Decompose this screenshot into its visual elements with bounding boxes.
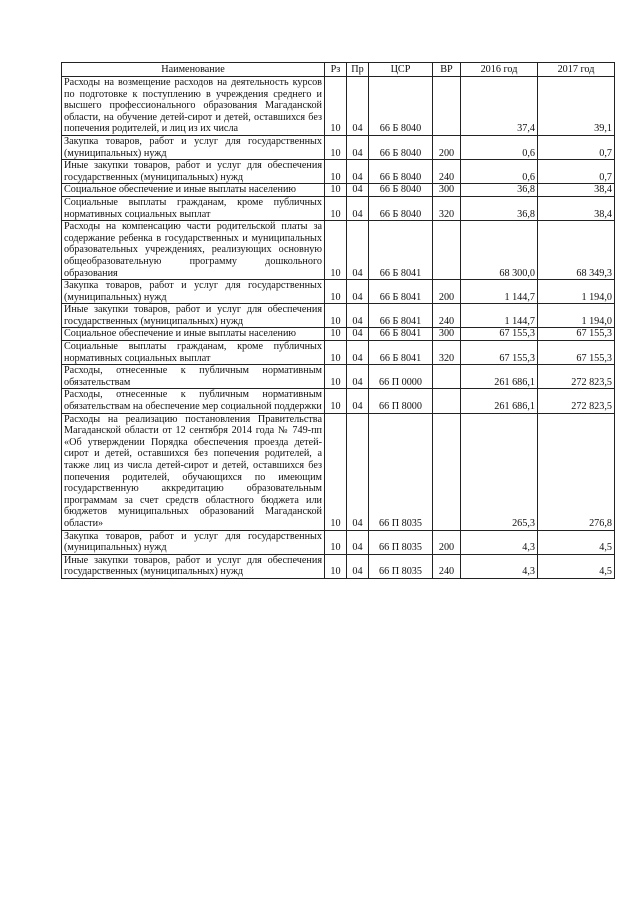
row-2016: 261 686,1 (461, 365, 538, 389)
row-name: Расходы, отнесенные к публичным нормативным обязательствам (62, 365, 325, 389)
row-2017: 39,1 (538, 77, 615, 136)
row-csr: 66 П 8035 (369, 413, 433, 530)
row-name: Расходы, отнесенные к публичным нормативным обязательствам на обеспечение мер социальной поддержки (62, 389, 325, 413)
row-name: Расходы на возмещение расходов на деятельность курсов по подготовке к поступлению в учреждения среднего и высшего профессионального образования Магаданской области, на обучение детей-сирот и детей, оставшихся без попечения родителей, и лиц из их числа (62, 77, 325, 136)
row-2017: 38,4 (538, 196, 615, 220)
row-rz: 10 (325, 304, 347, 328)
row-csr: 66 П 8035 (369, 530, 433, 554)
row-2016: 4,3 (461, 554, 538, 578)
row-rz: 10 (325, 184, 347, 197)
row-2017: 0,7 (538, 135, 615, 159)
row-csr: 66 Б 8040 (369, 160, 433, 184)
row-rz: 10 (325, 280, 347, 304)
row-2016: 37,4 (461, 77, 538, 136)
row-pr: 04 (347, 530, 369, 554)
table-row (62, 413, 615, 530)
row-pr: 04 (347, 304, 369, 328)
row-2016: 261 686,1 (461, 389, 538, 413)
row-csr: 66 Б 8041 (369, 304, 433, 328)
row-2016: 67 155,3 (461, 328, 538, 341)
row-2017: 67 155,3 (538, 328, 615, 341)
row-vr: 320 (433, 341, 461, 365)
row-rz: 10 (325, 328, 347, 341)
row-vr (433, 413, 461, 530)
row-2016: 265,3 (461, 413, 538, 530)
row-csr: 66 Б 8041 (369, 328, 433, 341)
row-pr: 04 (347, 328, 369, 341)
row-vr: 300 (433, 328, 461, 341)
row-2017: 4,5 (538, 554, 615, 578)
row-2016: 68 300,0 (461, 221, 538, 280)
row-vr: 240 (433, 160, 461, 184)
row-csr: 66 Б 8040 (369, 77, 433, 136)
table-row (62, 530, 615, 554)
row-vr (433, 365, 461, 389)
row-vr: 300 (433, 184, 461, 197)
row-rz: 10 (325, 530, 347, 554)
table-row (62, 341, 615, 365)
row-pr: 04 (347, 135, 369, 159)
table-row (62, 135, 615, 159)
header-2016: 2016 год (461, 63, 538, 77)
row-name: Закупка товаров, работ и услуг для государственных (муниципальных) нужд (62, 280, 325, 304)
row-pr: 04 (347, 389, 369, 413)
row-2017: 68 349,3 (538, 221, 615, 280)
row-pr: 04 (347, 160, 369, 184)
header-rz: Рз (325, 63, 347, 77)
budget-table (61, 62, 615, 579)
header-pr: Пр (347, 63, 369, 77)
row-csr: 66 Б 8040 (369, 196, 433, 220)
row-name: Закупка товаров, работ и услуг для государственных (муниципальных) нужд (62, 135, 325, 159)
row-vr: 200 (433, 530, 461, 554)
row-rz: 10 (325, 365, 347, 389)
row-2017: 38,4 (538, 184, 615, 197)
header-name: Наименование (62, 63, 325, 77)
row-vr: 200 (433, 280, 461, 304)
row-2017: 1 194,0 (538, 280, 615, 304)
row-name: Расходы на компенсацию части родительской платы за содержание ребенка в государственных и муниципальных образовательных учреждениях, реализующих основную общеобразовательную программу дошкольного образования (62, 221, 325, 280)
row-vr (433, 389, 461, 413)
row-csr: 66 П 0000 (369, 365, 433, 389)
row-rz: 10 (325, 135, 347, 159)
row-name: Социальное обеспечение и иные выплаты населению (62, 184, 325, 197)
table-header-row (62, 63, 615, 77)
header-2017: 2017 год (538, 63, 615, 77)
row-vr: 320 (433, 196, 461, 220)
row-2016: 1 144,7 (461, 304, 538, 328)
row-rz: 10 (325, 77, 347, 136)
table-row (62, 328, 615, 341)
row-2017: 0,7 (538, 160, 615, 184)
row-pr: 04 (347, 554, 369, 578)
table-row (62, 389, 615, 413)
row-name: Социальное обеспечение и иные выплаты населению (62, 328, 325, 341)
row-2017: 67 155,3 (538, 341, 615, 365)
row-2016: 0,6 (461, 160, 538, 184)
row-rz: 10 (325, 389, 347, 413)
header-vr: ВР (433, 63, 461, 77)
row-2016: 36,8 (461, 184, 538, 197)
table-row (62, 160, 615, 184)
row-rz: 10 (325, 413, 347, 530)
row-2016: 36,8 (461, 196, 538, 220)
row-2016: 0,6 (461, 135, 538, 159)
row-pr: 04 (347, 184, 369, 197)
row-name: Социальные выплаты гражданам, кроме публичных нормативных социальных выплат (62, 341, 325, 365)
row-2017: 272 823,5 (538, 389, 615, 413)
row-rz: 10 (325, 160, 347, 184)
row-2016: 4,3 (461, 530, 538, 554)
row-pr: 04 (347, 221, 369, 280)
row-pr: 04 (347, 280, 369, 304)
table-body (62, 77, 615, 579)
row-csr: 66 Б 8040 (369, 184, 433, 197)
row-name: Иные закупки товаров, работ и услуг для обеспечения государственных (муниципальных) нужд (62, 554, 325, 578)
row-2017: 1 194,0 (538, 304, 615, 328)
row-vr: 240 (433, 554, 461, 578)
table-row (62, 304, 615, 328)
row-rz: 10 (325, 196, 347, 220)
table-row (62, 221, 615, 280)
table-row (62, 196, 615, 220)
row-name: Расходы на реализацию постановления Правительства Магаданской области от 12 сентября 2014 года № 749-пп «Об утверждении Порядка обеспечения проезда детей-сирот и детей, оставшихся без попечения родителей, а также лиц из числа детей-сирот и детей, оставшихся без попечения родителей, обучающихся по имеющим государственную аккредитацию образовательным программам за счет средств областного бюджета или бюджетов муниципальных образований Магаданской области» (62, 413, 325, 530)
table-row (62, 280, 615, 304)
row-2016: 1 144,7 (461, 280, 538, 304)
table-row (62, 184, 615, 197)
row-pr: 04 (347, 196, 369, 220)
row-pr: 04 (347, 413, 369, 530)
row-pr: 04 (347, 365, 369, 389)
row-vr (433, 77, 461, 136)
row-csr: 66 Б 8041 (369, 280, 433, 304)
row-csr: 66 Б 8040 (369, 135, 433, 159)
row-csr: 66 П 8000 (369, 389, 433, 413)
row-vr: 240 (433, 304, 461, 328)
table-row (62, 365, 615, 389)
row-name: Социальные выплаты гражданам, кроме публичных нормативных социальных выплат (62, 196, 325, 220)
row-pr: 04 (347, 341, 369, 365)
row-rz: 10 (325, 554, 347, 578)
row-vr: 200 (433, 135, 461, 159)
row-csr: 66 П 8035 (369, 554, 433, 578)
row-rz: 10 (325, 221, 347, 280)
row-2017: 4,5 (538, 530, 615, 554)
row-name: Закупка товаров, работ и услуг для государственных (муниципальных) нужд (62, 530, 325, 554)
row-name: Иные закупки товаров, работ и услуг для обеспечения государственных (муниципальных) нужд (62, 160, 325, 184)
row-csr: 66 Б 8041 (369, 341, 433, 365)
table-row (62, 77, 615, 136)
header-csr: ЦСР (369, 63, 433, 77)
row-vr (433, 221, 461, 280)
row-2016: 67 155,3 (461, 341, 538, 365)
row-csr: 66 Б 8041 (369, 221, 433, 280)
row-rz: 10 (325, 341, 347, 365)
row-pr: 04 (347, 77, 369, 136)
table-row (62, 554, 615, 578)
row-2017: 272 823,5 (538, 365, 615, 389)
row-name: Иные закупки товаров, работ и услуг для обеспечения государственных (муниципальных) нужд (62, 304, 325, 328)
row-2017: 276,8 (538, 413, 615, 530)
